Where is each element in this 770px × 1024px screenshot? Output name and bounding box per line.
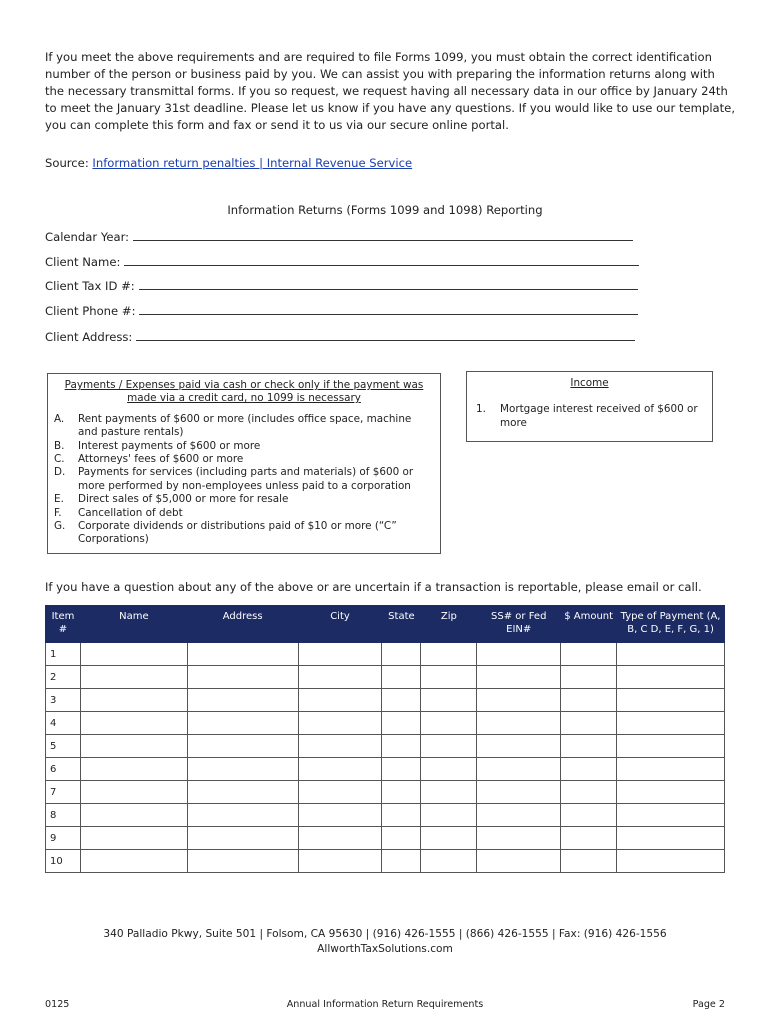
list-marker: G. [54, 520, 66, 533]
client-tax-id-line[interactable] [139, 277, 638, 290]
cell-zip[interactable] [421, 643, 477, 666]
cell-name[interactable] [80, 781, 187, 804]
col-header-city: City [298, 606, 382, 643]
row-item-number: 3 [46, 689, 81, 712]
list-text: Cancellation of debt [78, 506, 183, 519]
list-text: Mortgage interest received of $600 or more [500, 403, 698, 429]
row-item-number: 9 [46, 827, 81, 850]
cell-ein[interactable] [477, 735, 561, 758]
cell-state[interactable] [382, 735, 421, 758]
cell-type[interactable] [617, 643, 725, 666]
table-row [46, 781, 725, 804]
cell-zip[interactable] [421, 850, 477, 873]
table-row [46, 643, 725, 666]
cell-amount[interactable] [561, 758, 617, 781]
client-name-field[interactable] [45, 253, 639, 269]
cell-city[interactable] [298, 850, 382, 873]
col-header-ein: SS# or Fed EIN# [477, 606, 561, 643]
cell-city[interactable] [298, 712, 382, 735]
client-name-label: Client Name: [45, 255, 121, 269]
list-text: Interest payments of $600 or more [78, 439, 261, 452]
row-item-number: 8 [46, 804, 81, 827]
cell-name[interactable] [80, 712, 187, 735]
cell-zip[interactable] [421, 758, 477, 781]
list-marker: C. [54, 453, 65, 466]
cell-amount[interactable] [561, 712, 617, 735]
income-box-header: Income [570, 377, 609, 389]
client-phone-label: Client Phone #: [45, 304, 136, 318]
list-item [54, 440, 434, 453]
cell-name[interactable] [80, 666, 187, 689]
client-phone-line[interactable] [139, 302, 638, 315]
client-tax-id-field[interactable] [45, 277, 638, 293]
cell-type[interactable] [617, 666, 725, 689]
table-row [46, 712, 725, 735]
list-text: Rent payments of $600 or more (includes office space, machine and pasture rentals) [78, 412, 412, 439]
cell-state[interactable] [382, 850, 421, 873]
table-header-row [46, 606, 725, 643]
cell-amount[interactable] [561, 735, 617, 758]
cell-city[interactable] [298, 827, 382, 850]
row-item-number: 10 [46, 850, 81, 873]
list-text: Attorneys' fees of $600 or more [78, 453, 244, 466]
cell-ein[interactable] [477, 850, 561, 873]
cell-name[interactable] [80, 689, 187, 712]
cell-zip[interactable] [421, 666, 477, 689]
cell-city[interactable] [298, 643, 382, 666]
source-link[interactable]: Information return penalties | Internal Revenue Service [92, 156, 413, 170]
cell-type[interactable] [617, 850, 725, 873]
list-marker: 1. [476, 403, 486, 416]
list-item [54, 413, 434, 440]
cell-address[interactable] [187, 850, 298, 873]
footer-doc-title: Annual Information Return Requirements [286, 999, 484, 1010]
cell-amount[interactable] [561, 689, 617, 712]
cell-zip[interactable] [421, 827, 477, 850]
col-header-type: Type of Payment (A, B, C D, E, F, G, 1) [617, 606, 725, 643]
table-row [46, 735, 725, 758]
cell-zip[interactable] [421, 689, 477, 712]
cell-address[interactable] [187, 804, 298, 827]
cell-city[interactable] [298, 758, 382, 781]
cell-ein[interactable] [477, 758, 561, 781]
client-address-label: Client Address: [45, 330, 133, 344]
col-header-amount: $ Amount [561, 606, 617, 643]
cell-ein[interactable] [477, 666, 561, 689]
list-item [54, 493, 434, 506]
client-address-line[interactable] [136, 328, 635, 341]
cell-zip[interactable] [421, 712, 477, 735]
cell-address[interactable] [187, 666, 298, 689]
list-marker: A. [54, 412, 65, 425]
cell-name[interactable] [80, 804, 187, 827]
form-title: Information Returns (Forms 1099 and 1098) Reporting [227, 203, 543, 217]
col-header-name: Name [80, 606, 187, 643]
cell-name[interactable] [80, 850, 187, 873]
cell-address[interactable] [187, 758, 298, 781]
cell-address[interactable] [187, 781, 298, 804]
cell-state[interactable] [382, 827, 421, 850]
cell-city[interactable] [298, 804, 382, 827]
list-marker: B. [54, 439, 65, 452]
cell-state[interactable] [382, 643, 421, 666]
col-header-address: Address [187, 606, 298, 643]
cell-state[interactable] [382, 804, 421, 827]
footer-page-number: Page 2 [692, 999, 725, 1010]
row-item-number: 1 [46, 643, 81, 666]
calendar-year-line[interactable] [133, 228, 633, 241]
cell-ein[interactable] [477, 781, 561, 804]
cell-amount[interactable] [561, 827, 617, 850]
client-name-line[interactable] [124, 253, 639, 266]
intro-paragraph: If you meet the above requirements and are required to file Forms 1099, you must obtain the correct identification number of the person or business paid by you. We can assist you with preparing the information returns along with the necessary transmittal forms. If you so request, we request having all necessary data in our office by January 24th to meet the January 31st deadline. Please let us know if you have any questions. If you would like to use our template, you can complete this form and fax or send it to us via our secure online portal. [45, 50, 736, 132]
client-tax-id-label: Client Tax ID #: [45, 279, 135, 293]
col-header-item: Item # [46, 606, 81, 643]
list-item [476, 403, 706, 430]
table-row [46, 758, 725, 781]
col-header-zip: Zip [421, 606, 477, 643]
cell-city[interactable] [298, 666, 382, 689]
list-text: Corporate dividends or distributions paid of $10 or more (“C” Corporations) [78, 520, 397, 546]
payments-box-header: Payments / Expenses paid via cash or check only if the payment was made via a credit card, no 1099 is necessary [64, 379, 424, 405]
list-item [54, 466, 434, 493]
cell-amount[interactable] [561, 804, 617, 827]
footer-address: 340 Palladio Pkwy, Suite 501 | Folsom, CA 95630 | (916) 426-1555 | (866) 426-1555 | Fax: (916) 426-1556 [103, 928, 667, 940]
col-header-state: State [382, 606, 421, 643]
cell-city[interactable] [298, 689, 382, 712]
payments-table [45, 605, 725, 873]
client-phone-field[interactable] [45, 302, 638, 318]
row-item-number: 6 [46, 758, 81, 781]
cell-type[interactable] [617, 712, 725, 735]
source-label: Source: [45, 156, 89, 170]
calendar-year-field[interactable] [45, 228, 633, 244]
cell-city[interactable] [298, 781, 382, 804]
cell-zip[interactable] [421, 804, 477, 827]
table-row [46, 666, 725, 689]
cell-type[interactable] [617, 689, 725, 712]
cell-state[interactable] [382, 689, 421, 712]
cell-zip[interactable] [421, 735, 477, 758]
cell-ein[interactable] [477, 689, 561, 712]
cell-ein[interactable] [477, 643, 561, 666]
cell-type[interactable] [617, 735, 725, 758]
table-row [46, 827, 725, 850]
cell-state[interactable] [382, 781, 421, 804]
cell-amount[interactable] [561, 781, 617, 804]
list-item [54, 520, 434, 547]
list-text: Direct sales of $5,000 or more for resale [78, 493, 289, 506]
cell-zip[interactable] [421, 781, 477, 804]
payments-list [54, 413, 434, 547]
cell-name[interactable] [80, 643, 187, 666]
table-row [46, 850, 725, 873]
list-marker: E. [54, 493, 64, 506]
row-item-number: 7 [46, 781, 81, 804]
income-list [473, 403, 706, 430]
cell-address[interactable] [187, 643, 298, 666]
cell-address[interactable] [187, 712, 298, 735]
cell-ein[interactable] [477, 827, 561, 850]
cell-amount[interactable] [561, 850, 617, 873]
cell-state[interactable] [382, 712, 421, 735]
cell-address[interactable] [187, 827, 298, 850]
cell-city[interactable] [298, 735, 382, 758]
list-marker: F. [54, 506, 62, 519]
list-item [54, 453, 434, 466]
cell-type[interactable] [617, 758, 725, 781]
cell-ein[interactable] [477, 712, 561, 735]
list-text: Payments for services (including parts and materials) of $600 or more performed by non-employees unless paid to a corporation [78, 466, 414, 492]
cell-name[interactable] [80, 758, 187, 781]
client-address-field[interactable] [45, 328, 635, 344]
cell-name[interactable] [80, 827, 187, 850]
footer-website[interactable]: AllworthTaxSolutions.com [317, 943, 453, 955]
payments-box [47, 373, 441, 554]
cell-type[interactable] [617, 804, 725, 827]
income-box [466, 371, 713, 442]
cell-name[interactable] [80, 735, 187, 758]
row-item-number: 5 [46, 735, 81, 758]
row-item-number: 4 [46, 712, 81, 735]
cell-amount[interactable] [561, 643, 617, 666]
cell-type[interactable] [617, 827, 725, 850]
row-item-number: 2 [46, 666, 81, 689]
footer-code: 0125 [45, 999, 70, 1010]
cell-address[interactable] [187, 735, 298, 758]
cell-state[interactable] [382, 758, 421, 781]
footer-address-block [0, 927, 770, 957]
calendar-year-label: Calendar Year: [45, 230, 130, 244]
question-text: If you have a question about any of the above or are uncertain if a transaction is reportable, please email or call. [45, 580, 702, 594]
table-row [46, 689, 725, 712]
cell-state[interactable] [382, 666, 421, 689]
cell-type[interactable] [617, 781, 725, 804]
list-marker: D. [54, 466, 66, 479]
cell-amount[interactable] [561, 666, 617, 689]
list-item [54, 507, 434, 520]
table-row [46, 804, 725, 827]
cell-address[interactable] [187, 689, 298, 712]
cell-ein[interactable] [477, 804, 561, 827]
source-line [45, 156, 412, 170]
